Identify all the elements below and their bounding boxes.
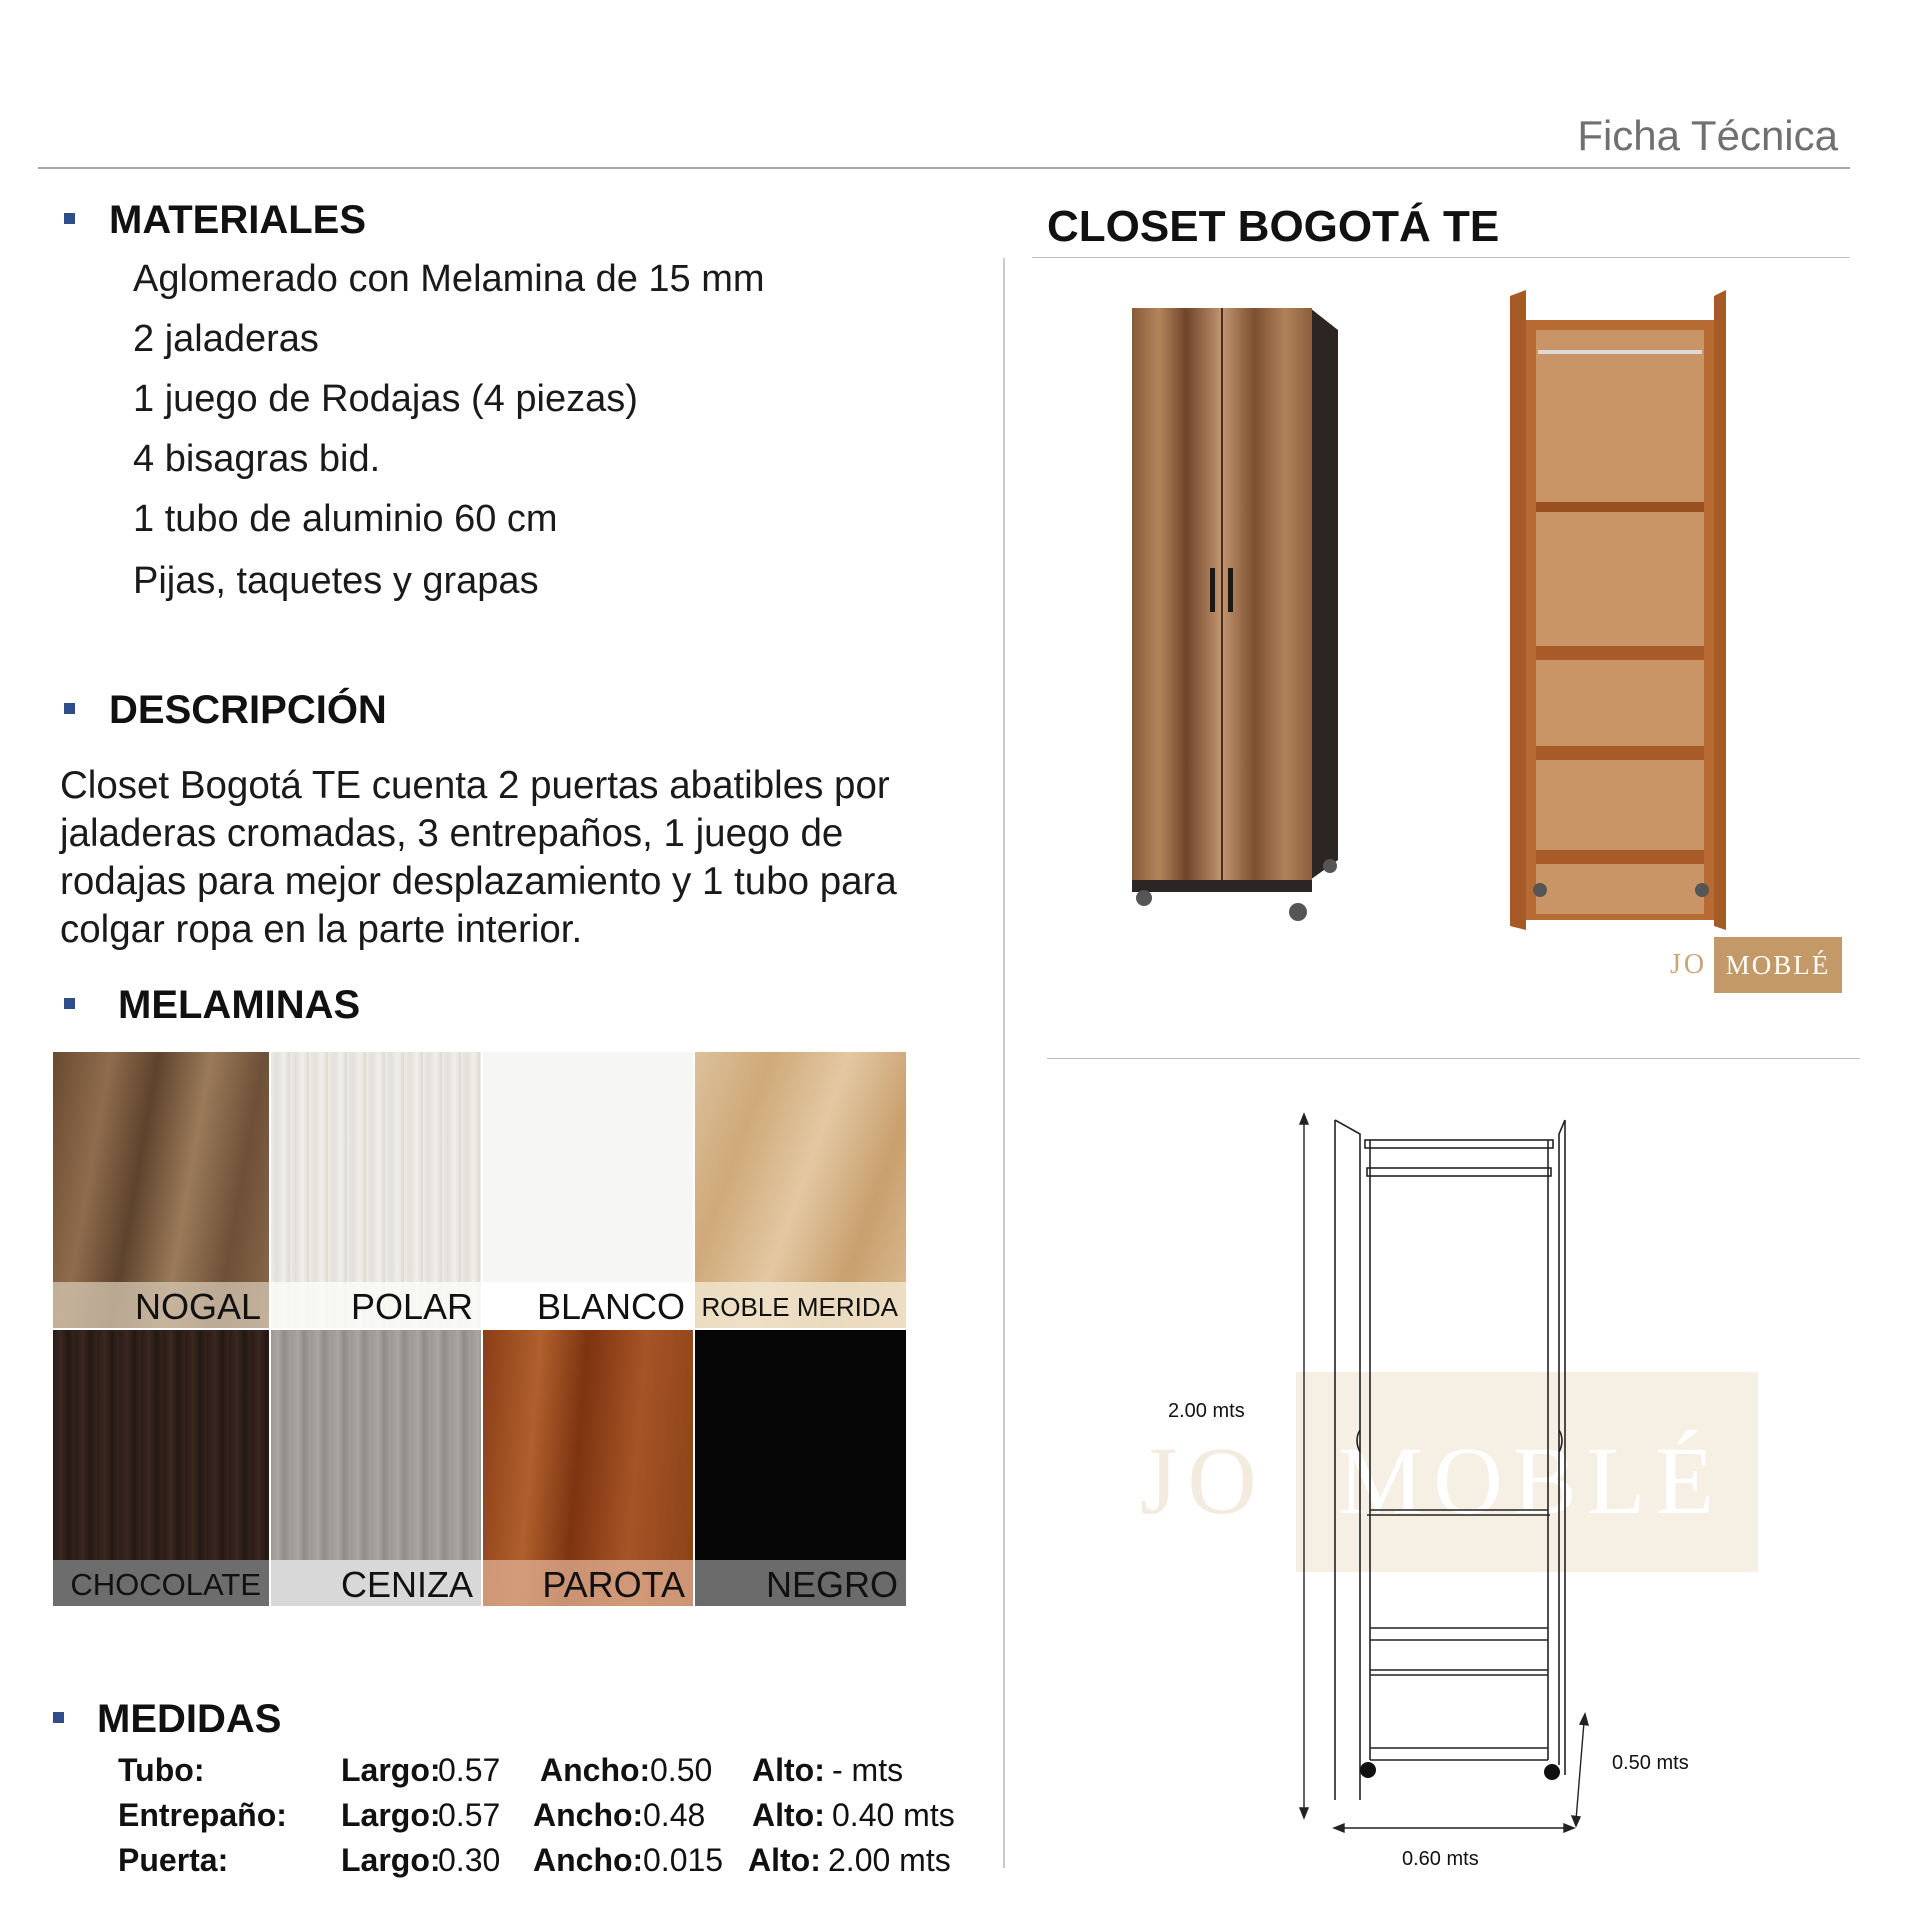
swatch-label: NEGRO	[695, 1560, 906, 1606]
logo-left-text: JO	[1670, 949, 1708, 980]
melamine-swatch-roble-merida	[695, 1052, 906, 1328]
measures-title: MEDIDAS	[97, 1697, 282, 1741]
description-line: colgar ropa en la parte interior.	[60, 908, 583, 951]
measures-row-puerta	[0, 1842, 1000, 1882]
measure-alto-label: Alto:	[752, 1797, 825, 1833]
closet-open-photo	[1500, 290, 1740, 940]
photo-divider	[1047, 1058, 1860, 1059]
description-line: rodajas para mejor desplazamiento y 1 tubo para	[60, 860, 897, 903]
material-item: Pijas, taquetes y grapas	[133, 560, 539, 602]
materials-bullet	[64, 213, 75, 224]
material-item: 4 bisagras bid.	[133, 438, 381, 480]
title-underline	[1032, 257, 1850, 258]
swatch-label: POLAR	[271, 1282, 481, 1328]
measure-ancho-value: 0.015	[643, 1842, 724, 1878]
measure-alto-label: Alto:	[752, 1752, 825, 1788]
watermark-left-text: JO	[1140, 1427, 1267, 1534]
measure-largo-label: Largo:	[341, 1797, 441, 1833]
measure-ancho-label: Ancho:	[533, 1797, 644, 1833]
melamines-title: MELAMINAS	[118, 983, 361, 1027]
measure-alto-value: 2.00 mts	[828, 1842, 951, 1878]
description-title: DESCRIPCIÓN	[109, 688, 387, 732]
melamine-swatch-nogal	[53, 1052, 269, 1328]
dimension-arrows	[1290, 1100, 1630, 1840]
description-line: Closet Bogotá TE cuenta 2 puertas abatibles por	[60, 764, 890, 807]
description-bullet	[64, 703, 75, 714]
measure-ancho-label: Ancho:	[533, 1842, 644, 1878]
depth-dimension-label: 0.50 mts	[1612, 1752, 1689, 1774]
measure-largo-value: 0.57	[438, 1797, 501, 1833]
melamines-bullet	[64, 998, 75, 1009]
melamine-swatch-blanco	[483, 1052, 693, 1328]
melamine-swatch-polar	[271, 1052, 481, 1328]
measure-part: Entrepaño:	[118, 1797, 287, 1833]
swatch-label: CENIZA	[271, 1560, 481, 1606]
column-divider	[1003, 258, 1005, 1868]
material-item: 2 jaladeras	[133, 318, 319, 360]
brand-logo	[1670, 937, 1842, 993]
product-title: CLOSET BOGOTÁ TE	[1047, 202, 1500, 251]
height-dimension-label: 2.00 mts	[1168, 1400, 1245, 1422]
materials-title: MATERIALES	[109, 198, 367, 242]
measures-bullet	[53, 1712, 64, 1723]
measure-part: Puerta:	[118, 1842, 229, 1878]
measure-ancho-value: 0.48	[643, 1797, 706, 1833]
measure-ancho-value: 0.50	[650, 1752, 713, 1788]
measure-largo-label: Largo:	[341, 1752, 441, 1788]
description-text	[60, 762, 960, 954]
document-type-label: Ficha Técnica	[1577, 112, 1838, 159]
logo-right-text: MOBLÉ	[1714, 937, 1842, 993]
measure-part: Tubo:	[118, 1752, 205, 1788]
swatch-label: CHOCOLATE	[53, 1560, 269, 1606]
swatch-label: NOGAL	[53, 1282, 269, 1328]
melamine-swatch-ceniza	[271, 1330, 481, 1606]
swatch-label: BLANCO	[483, 1282, 693, 1328]
measure-alto-value: 0.40 mts	[832, 1797, 955, 1833]
width-dimension-label: 0.60 mts	[1402, 1848, 1479, 1870]
swatch-label: PAROTA	[483, 1560, 693, 1606]
measure-alto-value: - mts	[832, 1752, 904, 1788]
measure-largo-value: 0.30	[438, 1842, 501, 1878]
melamine-swatch-grid	[53, 1052, 906, 1656]
measures-row-entrepano	[0, 1797, 1000, 1837]
material-item: 1 juego de Rodajas (4 piezas)	[133, 378, 638, 420]
measures-row-tubo	[0, 1752, 1000, 1792]
header-divider	[38, 167, 1850, 169]
measure-largo-label: Largo:	[341, 1842, 441, 1878]
measure-largo-value: 0.57	[438, 1752, 501, 1788]
melamine-swatch-chocolate	[53, 1330, 269, 1606]
material-item: 1 tubo de aluminio 60 cm	[133, 498, 558, 540]
closet-closed-photo	[1120, 300, 1360, 940]
measure-alto-label: Alto:	[748, 1842, 821, 1878]
measure-ancho-label: Ancho:	[540, 1752, 651, 1788]
description-line: jaladeras cromadas, 3 entrepaños, 1 juego de	[60, 812, 844, 855]
swatch-label: ROBLE MERIDA	[695, 1282, 906, 1328]
melamine-swatch-parota	[483, 1330, 693, 1606]
melamine-swatch-negro	[695, 1330, 906, 1606]
material-item: Aglomerado con Melamina de 15 mm	[133, 258, 765, 300]
watermark-right-text: MOBLÉ	[1338, 1427, 1724, 1534]
